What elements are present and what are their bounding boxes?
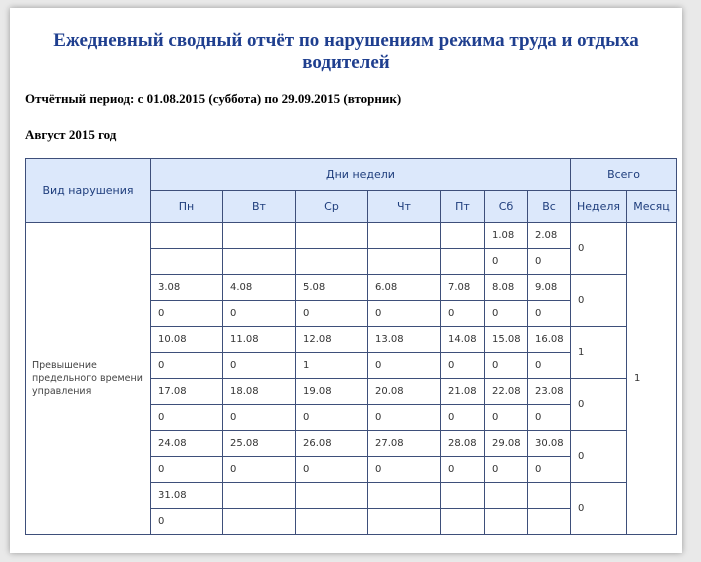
header-weekdays: Дни недели [151, 159, 571, 191]
day-date-cell: 20.08 [368, 379, 441, 405]
report-period: Отчётный период: с 01.08.2015 (суббота) по 29.09.2015 (вторник) [25, 91, 402, 106]
day-value-cell [296, 509, 368, 535]
day-date-cell: 2.08 [528, 223, 571, 249]
day-value-cell [441, 509, 485, 535]
day-date-cell: 18.08 [223, 379, 296, 405]
day-date-cell [368, 223, 441, 249]
day-value-cell: 1 [296, 353, 368, 379]
week-total-cell: 0 [571, 379, 627, 431]
day-date-cell [528, 483, 571, 509]
day-value-cell: 0 [528, 405, 571, 431]
day-value-cell: 0 [528, 301, 571, 327]
header-total: Всего [571, 159, 677, 191]
day-date-cell [441, 483, 485, 509]
day-value-cell: 0 [485, 249, 528, 275]
day-date-cell [485, 483, 528, 509]
header-week-total: Неделя [571, 191, 627, 223]
violations-table [25, 158, 677, 535]
header-day-mon: Пн [151, 191, 223, 223]
week-dates-row [26, 223, 677, 249]
day-date-cell: 6.08 [368, 275, 441, 301]
day-date-cell: 26.08 [296, 431, 368, 457]
day-date-cell: 13.08 [368, 327, 441, 353]
day-value-cell: 0 [223, 353, 296, 379]
day-value-cell: 0 [223, 301, 296, 327]
table-body [26, 223, 677, 535]
week-total-cell: 0 [571, 223, 627, 275]
day-date-cell: 21.08 [441, 379, 485, 405]
day-date-cell: 11.08 [223, 327, 296, 353]
week-total-cell: 0 [571, 431, 627, 483]
day-value-cell [223, 509, 296, 535]
violation-type-cell: Превышение предельного времени управления [26, 223, 151, 535]
day-value-cell: 0 [151, 301, 223, 327]
day-value-cell: 0 [223, 457, 296, 483]
day-date-cell: 27.08 [368, 431, 441, 457]
day-value-cell [296, 249, 368, 275]
day-value-cell: 0 [296, 405, 368, 431]
day-value-cell [485, 509, 528, 535]
day-value-cell [368, 249, 441, 275]
day-date-cell [296, 483, 368, 509]
month-total-cell: 1 [627, 223, 677, 535]
day-date-cell [151, 223, 223, 249]
day-value-cell: 0 [296, 457, 368, 483]
day-date-cell: 5.08 [296, 275, 368, 301]
day-value-cell: 0 [223, 405, 296, 431]
week-total-cell: 0 [571, 483, 627, 535]
day-date-cell: 23.08 [528, 379, 571, 405]
header-day-tue: Вт [223, 191, 296, 223]
day-date-cell: 28.08 [441, 431, 485, 457]
day-date-cell: 19.08 [296, 379, 368, 405]
day-value-cell [528, 509, 571, 535]
day-date-cell: 24.08 [151, 431, 223, 457]
day-date-cell: 29.08 [485, 431, 528, 457]
header-day-wed: Ср [296, 191, 368, 223]
day-value-cell: 0 [296, 301, 368, 327]
day-date-cell: 4.08 [223, 275, 296, 301]
day-date-cell: 12.08 [296, 327, 368, 353]
day-value-cell [151, 249, 223, 275]
report-title-line-2: водителей [302, 52, 390, 73]
day-value-cell [223, 249, 296, 275]
header-day-fri: Пт [441, 191, 485, 223]
day-value-cell: 0 [441, 457, 485, 483]
month-heading: Август 2015 год [25, 127, 117, 142]
day-value-cell: 0 [368, 353, 441, 379]
day-value-cell: 0 [485, 457, 528, 483]
day-date-cell: 8.08 [485, 275, 528, 301]
report-title [10, 30, 682, 74]
header-violation-type: Вид нарушения [26, 159, 151, 223]
day-date-cell [223, 483, 296, 509]
day-date-cell: 9.08 [528, 275, 571, 301]
day-date-cell: 10.08 [151, 327, 223, 353]
day-value-cell [441, 249, 485, 275]
week-total-cell: 1 [571, 327, 627, 379]
day-value-cell: 0 [441, 405, 485, 431]
day-value-cell: 0 [368, 457, 441, 483]
week-total-cell: 0 [571, 275, 627, 327]
day-value-cell: 0 [151, 509, 223, 535]
day-value-cell: 0 [151, 353, 223, 379]
day-value-cell: 0 [485, 353, 528, 379]
header-month-total: Месяц [627, 191, 677, 223]
day-date-cell [223, 223, 296, 249]
day-date-cell: 31.08 [151, 483, 223, 509]
report-title-line-1: Ежедневный сводный отчёт по нарушениям режима труда и отдыха [53, 30, 639, 51]
day-date-cell: 22.08 [485, 379, 528, 405]
header-day-sun: Вс [528, 191, 571, 223]
day-value-cell: 0 [368, 301, 441, 327]
header-day-sat: Сб [485, 191, 528, 223]
header-day-thu: Чт [368, 191, 441, 223]
day-value-cell: 0 [485, 405, 528, 431]
day-value-cell: 0 [441, 301, 485, 327]
day-date-cell: 16.08 [528, 327, 571, 353]
day-date-cell: 30.08 [528, 431, 571, 457]
day-value-cell [368, 509, 441, 535]
day-date-cell [441, 223, 485, 249]
report-page [10, 8, 682, 553]
day-value-cell: 0 [441, 353, 485, 379]
day-date-cell [296, 223, 368, 249]
day-value-cell: 0 [151, 405, 223, 431]
day-date-cell: 15.08 [485, 327, 528, 353]
day-date-cell: 1.08 [485, 223, 528, 249]
day-value-cell: 0 [528, 353, 571, 379]
day-date-cell: 3.08 [151, 275, 223, 301]
day-date-cell: 17.08 [151, 379, 223, 405]
day-value-cell: 0 [485, 301, 528, 327]
day-date-cell: 14.08 [441, 327, 485, 353]
day-date-cell [368, 483, 441, 509]
day-value-cell: 0 [528, 457, 571, 483]
day-value-cell: 0 [528, 249, 571, 275]
day-value-cell: 0 [368, 405, 441, 431]
day-date-cell: 25.08 [223, 431, 296, 457]
day-value-cell: 0 [151, 457, 223, 483]
day-date-cell: 7.08 [441, 275, 485, 301]
